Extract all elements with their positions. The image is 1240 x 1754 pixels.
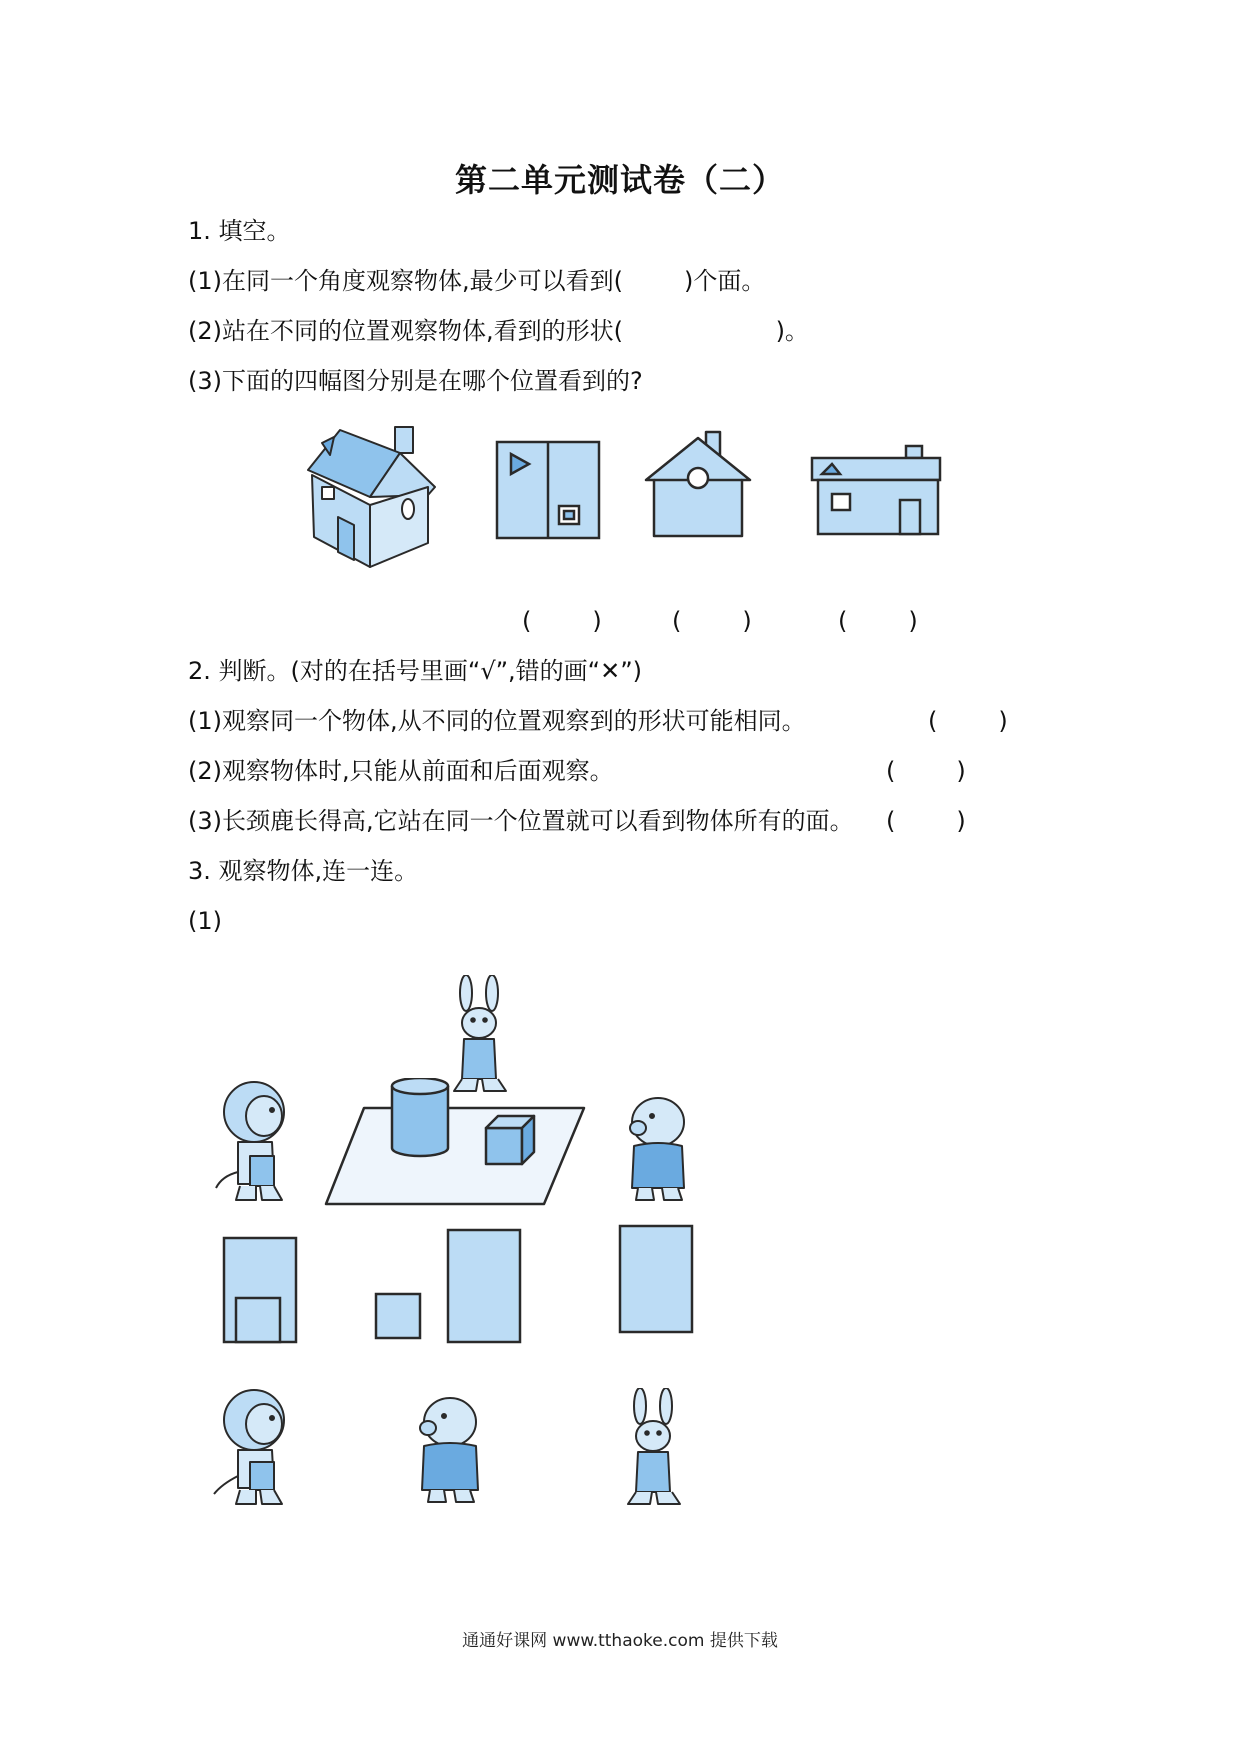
lion-bottom-illustration [210,1384,302,1512]
table-scene-illustration [322,1078,588,1210]
q2-answer-blank-2[interactable]: ( ) [886,757,966,785]
pig-illustration [618,1090,700,1206]
answer-blank-1[interactable]: ( ) [522,607,602,635]
view-option-square-and-tall-rect [374,1226,522,1346]
q2-item-3: (3)长颈鹿长得高,它站在同一个位置就可以看到物体所有的面。 [188,807,854,835]
q3-sub-label: (1) [188,907,222,935]
page-title: 第二单元测试卷（二） [454,161,785,199]
q1-heading: 1. 填空。 [188,217,291,245]
lion-illustration [210,1076,302,1208]
house-long-side-view [810,444,942,536]
view-option-tall-rect-with-square [222,1236,300,1346]
q2-item-2: (2)观察物体时,只能从前面和后面观察。 [188,757,614,785]
q3-heading: 3. 观察物体,连一连。 [188,857,419,885]
q1-item-1: (1)在同一个角度观察物体,最少可以看到( )个面。 [188,267,766,295]
q2-answer-blank-1[interactable]: ( ) [928,707,1008,735]
house-3d-illustration [300,425,450,573]
pig-bottom-illustration [410,1390,492,1508]
q1-item-2: (2)站在不同的位置观察物体,看到的形状( )。 [188,317,809,345]
q2-answer-blank-3[interactable]: ( ) [886,807,966,835]
answer-blank-2[interactable]: ( ) [672,607,752,635]
q2-item-1: (1)观察同一个物体,从不同的位置观察到的形状可能相同。 [188,707,806,735]
q2-heading: 2. 判断。(对的在括号里画“√”,错的画“✕”) [188,657,643,685]
house-side-view [495,440,601,540]
footer-credit: 通通好课网 www.tthaoke.com 提供下载 [462,1631,778,1651]
q1-item-3: (3)下面的四幅图分别是在哪个位置看到的? [188,367,643,395]
house-front-view [644,428,752,540]
answer-blank-3[interactable]: ( ) [838,607,918,635]
view-option-tall-rect [618,1224,694,1336]
rabbit-bottom-illustration [622,1388,686,1510]
